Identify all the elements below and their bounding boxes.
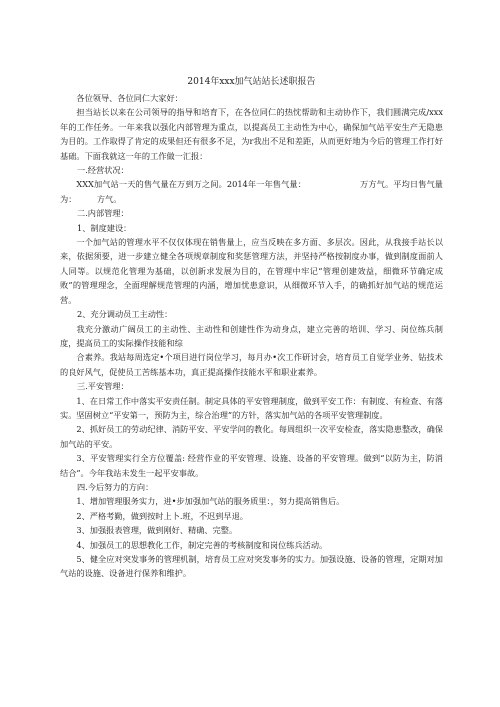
safety-item-2: 2、抓好员工的劳动纪律、消防平安、平安学问的教化。每周组织一次平安检查，落实隐患整改，确保加气站的平安。: [60, 424, 443, 449]
future-item-4: 4、加强员工的思想教化工作，制定完善的考核制度和岗位练兵活动。: [76, 539, 328, 550]
report-title: 2014年xxx加气站站长述职报告: [187, 77, 316, 87]
subheading-system-building: 1、制度建设：: [77, 222, 132, 233]
section-heading-safety: 三.平安管理：: [77, 381, 129, 392]
greeting: 各位领导、各位同仁大家好：: [76, 93, 183, 103]
report-document: [60, 76, 443, 581]
operations-paragraph: XXX加气站一天的售气量在万到万之间。2014年一年售气量： 万方气。平均日售气量为： 方气。: [60, 179, 443, 204]
staff-initiative-paragraph-cont: 合素养。我站每周选定•个项目进行岗位学习，每月办•次工作研讨会，培育员工自觉学业务、钻技术的良好风气，促使员工苦练基本功，真正提高操作技能水平和职业素养。: [60, 352, 443, 377]
section-heading-future-direction: 四.今后努力的方向：: [77, 481, 154, 492]
future-item-5: 5、健全应对突发事务的管理机制，培育员工应对突发事务的实力。加强设施、设备的管理，定期对加气站的设施、设备进行保养和维护。: [60, 554, 443, 579]
system-building-paragraph: 一个加气站的管理水平不仅仅体现在销售量上，应当反映在多方面、多层次。因此，从我接手站长以来，依据须要，进一步建立健全各项规章制度和奖惩管理方法，并坚持严格按制度办事，做到制度面前人人同等。以规范化管理为基础，以创新求发展为目的，在管理中牢记“管理创建效益，细微环节确定成败”的管理理念，全面理解规范管理的内涵，增加忧患意识，从细微环节入手，的确抓好加气站的规范运营。: [60, 237, 443, 305]
section-heading-internal-management: 二.内部管理：: [77, 208, 129, 219]
staff-initiative-paragraph: 我充分激动广阔员工的主动性、主动性和创建性作为动身点，建立完善的培训、学习、岗位练兵制度，提高员工的实际操作技能和综: [60, 323, 443, 348]
subheading-staff-initiative: 2、充分调动员工主动性：: [77, 309, 173, 320]
future-item-1: 1、增加管理服务实力，进•步加强加气站的服务质里：，努力提高销售后。: [76, 496, 345, 507]
intro-paragraph: 担当站长以来在公司领导的指导和培育下，在各位同仁的热忱帮助和主动协作下，我们圆满完成/xxx年的工作任务。一年来我以强化内部管理为重点，以提高员工主动性为中心，确保加气站平安生产无隐患为目的。工作取得了肯定的成果但还有很多不足，为r我出不足和差距，从而更好地为今后的管理工作打好基础。下面我就这一年的工作做一汇报：: [60, 107, 443, 161]
section-heading-operations: 一.经营状况：: [77, 165, 129, 176]
future-item-2: 2、严格考勤，做到按时上卜.班，不迟到早退。: [76, 510, 248, 521]
safety-item-1: 1、在日常工作中落实平安责任制。制定具体的平安管理制度，做到平安工作：有制度、有检查、有落实。坚固树立“平安第一，预防为主，综合治理”的方针，落实加气站的各项平安管理制度。: [60, 395, 443, 420]
future-item-3: 3、加强报表管理，做到刚好、精确、完整。: [76, 525, 238, 536]
safety-item-3: 3、平安管理实行全方位覆盖: 经营作业的平安管理、设施、设备的平安管理。做到“以防为主，防消结合”。今年我站未发生一起平安事故。: [60, 453, 443, 478]
